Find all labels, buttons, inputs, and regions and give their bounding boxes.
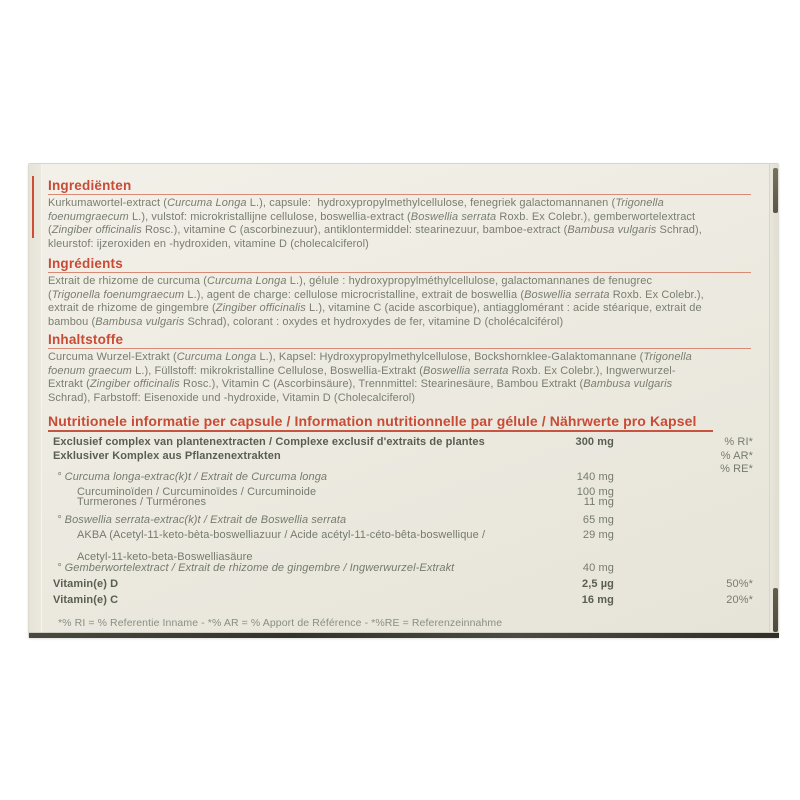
row-amount: 100 mg <box>576 486 614 498</box>
nutrition-row <box>48 514 756 527</box>
nutrition-row <box>48 578 756 591</box>
row-label: Curcuminoïden / Curcuminoïdes / Curcuminoide <box>77 486 317 498</box>
row-amount: 140 mg <box>576 471 614 483</box>
row-percent: 20%* <box>726 594 753 606</box>
nutrition-table-title: Nutritionele informatie per capsule / Information nutritionnelle par gélule / Nährwerte pro Kapsel <box>48 412 713 432</box>
right-fold-edge <box>769 164 779 638</box>
left-fold-edge <box>29 164 42 638</box>
section-ingredients-fr <box>48 255 751 329</box>
red-accent-line <box>32 176 34 238</box>
row-label: ° Boswellia serrata-extrac(k)t / Extrait de Boswellia serrata <box>57 514 347 526</box>
package-back-panel <box>28 163 779 638</box>
nutrition-row <box>48 496 756 509</box>
ingredients-text-de: Curcuma Wurzel-Extrakt (Curcuma Longa L.), Kapsel: Hydroxypropylmethylcellulose, Bockshornklee-Galaktomannane (Trigonella foenum graecum L.), Füllstoff: mikrokristalline Cellulose, Boswellia-Extrakt (Boswellia serrata Roxb. Ex Colebr.), Ingwerwurzel- Extrakt (Zingiber officinalis Rosc.), Vitamin C (Ascorbinsäure), Trennmittel: Stearinesäure, Bambou Extrakt (Bambusa vulgaris Schrad), Farbstoff: Eisenoxide und -hydroxide, Vitamin D (Cholecalciferol) <box>48 351 692 404</box>
nutrition-row <box>48 529 756 542</box>
nutrition-row <box>48 594 756 607</box>
ingredients-text-nl: Kurkumawortel-extract (Curcuma Longa L.), capsule: hydroxypropylmethylcellulose, fenegriek galactomannanen (Trigonella foenumgraecum L.), vulstof: microkristallijne cellulose, boswellia-extract (Boswellia serrata Roxb. Ex Colebr.), gemberwortelextract (Zingiber officinalis Rosc.), vitamine C (ascorbinezuur), antiklontermiddel: stearinezuur, bamboe-extract (Bambusa vulgaris Schrad), kleurstof: ijzeroxiden en -hydroxiden, vitamine D (cholecalciferol) <box>48 197 702 250</box>
row-percent-header: % RI* <box>724 436 753 448</box>
section-ingredients-nl <box>48 177 751 251</box>
section-heading-fr: Ingrédients <box>48 255 751 273</box>
row-label: Vitamin(e) C <box>53 594 119 606</box>
row-amount: 65 mg <box>582 514 614 526</box>
nutrition-row <box>48 471 756 484</box>
row-label: Acetyl-11-keto-beta-Boswelliasäure <box>77 551 253 563</box>
row-label: ° Gemberwortelextract / Extrait de rhizome de gingembre / Ingwerwurzel-Extrakt <box>57 562 455 574</box>
row-label: Vitamin(e) D <box>53 578 119 590</box>
ingredients-text-fr: Extrait de rhizome de curcuma (Curcuma Longa L.), gélule : hydroxypropylméthylcellulose, galactomannanes de fenugrec (Trigonella foenumgraecum L.), agent de charge: cellulose microcristalline, extrait de boswellia (Boswellia serrata Roxb. Ex Colebr.), extrait de rhizome de gingembre (Zingiber officinalis L.), vitamine C (acide ascorbique), antiagglomérant : acide stéarique, extrait de bambou (Bambusa vulgaris Schrad), colorant : oxydes et hydroxydes de fer, vitamine D (cholécalciférol) <box>48 275 704 328</box>
section-heading-de: Inhaltstoffe <box>48 331 751 349</box>
row-label: Exclusief complex van plantenextracten / Complexe exclusif d'extraits de plantes <box>53 436 485 448</box>
box-bottom-edge <box>29 632 779 638</box>
row-percent: 50%* <box>726 578 753 590</box>
nutrition-row <box>48 436 756 449</box>
row-percent-header: % RE* <box>720 463 753 475</box>
row-label: ° Curcuma longa-extrac(k)t / Extrait de Curcuma longa <box>57 471 328 483</box>
row-amount: 300 mg <box>575 436 614 448</box>
row-label: Turmerones / Turmérones <box>77 496 207 508</box>
nutrition-row <box>48 450 756 463</box>
section-heading-nl: Ingrediënten <box>48 177 751 195</box>
top-right-edge-mark <box>773 168 778 213</box>
reference-intake-footnote: *% RI = % Referentie Inname - *% AR = % Apport de Référence - *%RE = Referenzeinnahme <box>58 617 503 629</box>
row-amount: 16 mg <box>581 594 614 606</box>
section-ingredients-de <box>48 331 751 405</box>
row-amount: 40 mg <box>582 562 614 574</box>
row-amount: 2,5 µg <box>581 578 614 590</box>
row-amount: 11 mg <box>583 496 614 508</box>
row-percent-header: % AR* <box>720 450 753 462</box>
bottom-right-edge-mark <box>773 588 778 632</box>
row-label: AKBA (Acetyl-11-keto-bèta-boswelliazuur / Acide acétyl-11-céto-bêta-boswellique / <box>77 529 486 541</box>
row-label: Exklusiver Komplex aus Pflanzenextrakten <box>53 450 281 462</box>
row-amount: 29 mg <box>582 529 614 541</box>
nutrition-row <box>48 562 756 575</box>
